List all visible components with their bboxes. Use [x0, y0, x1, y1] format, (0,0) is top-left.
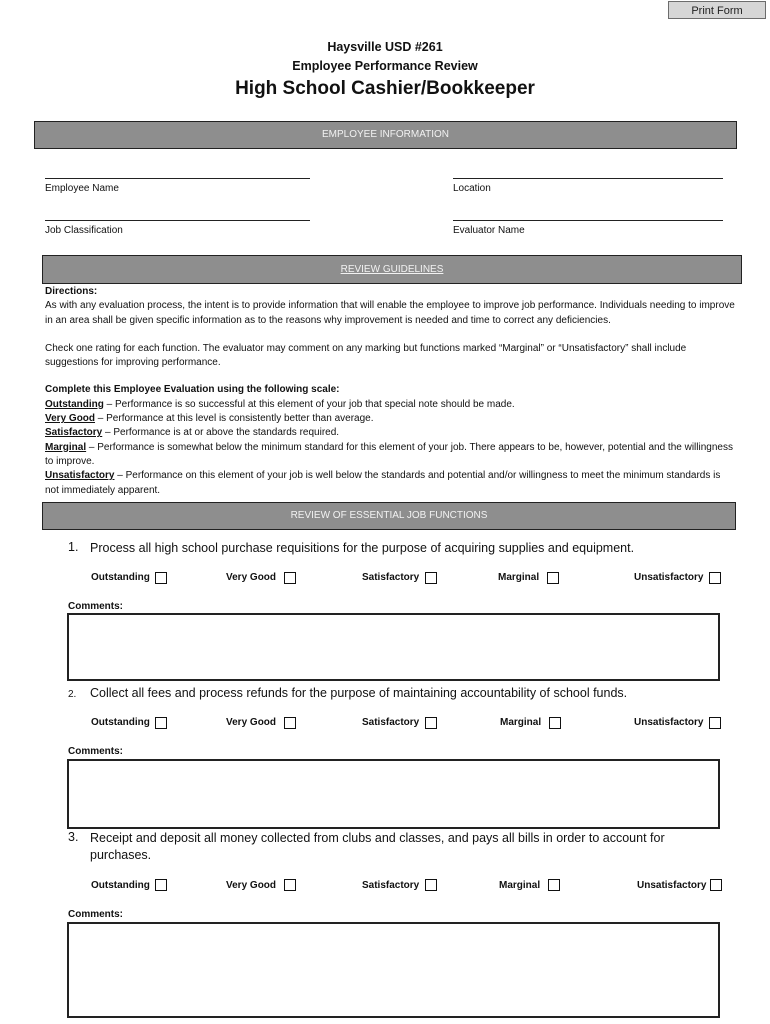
- function-2-comments-label: Comments:: [68, 746, 124, 757]
- rating-unsatisfactory-label: Unsatisfactory: [637, 880, 707, 891]
- function-3-satisfactory-checkbox[interactable]: [425, 879, 437, 891]
- function-1-very-good-checkbox[interactable]: [284, 572, 296, 584]
- function-3-outstanding-checkbox[interactable]: [155, 879, 167, 891]
- rating-very-good-label: Very Good: [226, 572, 277, 583]
- rating-outstanding-label: Outstanding: [91, 717, 150, 728]
- function-3-comments-box[interactable]: [67, 922, 720, 1018]
- evaluator-name-label: Evaluator Name: [453, 225, 525, 236]
- scale-title: Complete this Employee Evaluation using the following scale:: [45, 384, 340, 396]
- evaluator-name-field[interactable]: [453, 220, 723, 221]
- section-essential-job-functions: REVIEW OF ESSENTIAL JOB FUNCTIONS: [42, 502, 736, 530]
- function-1-comments-box[interactable]: [67, 613, 720, 681]
- rating-outstanding-label: Outstanding: [91, 572, 150, 583]
- scale-satisfactory: Satisfactory – Performance is at or above the standards required.: [45, 427, 340, 439]
- function-2-comments-box[interactable]: [67, 759, 720, 829]
- print-form-button[interactable]: Print Form: [668, 1, 766, 19]
- job-classification-field[interactable]: [45, 220, 310, 221]
- section-review-guidelines: REVIEW GUIDELINES: [42, 255, 742, 284]
- function-1-outstanding-checkbox[interactable]: [155, 572, 167, 584]
- rating-very-good-label: Very Good: [226, 717, 277, 728]
- position-title: High School Cashier/Bookkeeper: [235, 78, 535, 99]
- rating-satisfactory-label: Satisfactory: [362, 572, 420, 583]
- function-3-number: 3.: [68, 830, 79, 844]
- scale-unsatisfactory: Unsatisfactory – Performance on this element of your job is well below the standards and potential and/or willingness to meet the minimum standards is not immediately apparent.: [45, 470, 721, 496]
- function-1-marginal-checkbox[interactable]: [547, 572, 559, 584]
- rating-satisfactory-label: Satisfactory: [362, 717, 420, 728]
- function-2-unsatisfactory-checkbox[interactable]: [709, 717, 721, 729]
- function-1-satisfactory-checkbox[interactable]: [425, 572, 437, 584]
- scale-outstanding: Outstanding – Performance is so successful at this element of your job that special note should be made.: [45, 398, 515, 410]
- function-1-text: Process all high school purchase requisitions for the purpose of acquiring supplies and equipment.: [90, 541, 635, 555]
- function-2-text: Collect all fees and process refunds for the purpose of maintaining accountability of school funds.: [90, 686, 628, 700]
- rating-satisfactory-label: Satisfactory: [362, 880, 420, 891]
- location-field[interactable]: [453, 178, 723, 179]
- rating-marginal-label: Marginal: [500, 717, 542, 728]
- function-3-marginal-checkbox[interactable]: [548, 879, 560, 891]
- scale-marginal: Marginal – Performance is somewhat below the minimum standard for this element of your job. There appears to be, however, potential and the willingness to improve.: [45, 441, 733, 467]
- form-title: Employee Performance Review: [292, 59, 478, 73]
- function-1-number: 1.: [68, 540, 79, 554]
- function-2-satisfactory-checkbox[interactable]: [425, 717, 437, 729]
- rating-outstanding-label: Outstanding: [91, 880, 150, 891]
- function-2-marginal-checkbox[interactable]: [549, 717, 561, 729]
- employee-name-field[interactable]: [45, 178, 310, 179]
- function-3-unsatisfactory-checkbox[interactable]: [710, 879, 722, 891]
- rating-unsatisfactory-label: Unsatisfactory: [634, 572, 704, 583]
- function-2-very-good-checkbox[interactable]: [284, 717, 296, 729]
- rating-marginal-label: Marginal: [499, 880, 541, 891]
- scale-very-good: Very Good – Performance at this level is consistently better than average.: [45, 413, 374, 425]
- directions-paragraph-2: Check one rating for each function. The evaluator may comment on any marking but functions marked “Marginal” or “Unsatisfactory” shall include suggestions for improving performance.: [45, 342, 687, 369]
- rating-very-good-label: Very Good: [226, 880, 277, 891]
- function-2-outstanding-checkbox[interactable]: [155, 717, 167, 729]
- section-employee-information: EMPLOYEE INFORMATION: [34, 121, 737, 149]
- employee-name-label: Employee Name: [45, 183, 119, 194]
- directions-title: Directions:: [45, 286, 98, 297]
- directions-paragraph-1: As with any evaluation process, the intent is to provide information that will enable the employee to improve job performance. Individuals needing to improve in an area shall be given specific information as to the reasons why improvement is needed and time to correct any deficiencies.: [45, 300, 735, 326]
- function-2-number: 2.: [68, 689, 77, 700]
- rating-marginal-label: Marginal: [498, 572, 540, 583]
- function-3-comments-label: Comments:: [68, 909, 124, 920]
- job-classification-label: Job Classification: [45, 225, 123, 236]
- district-name: Haysville USD #261: [327, 40, 443, 54]
- function-3-very-good-checkbox[interactable]: [284, 879, 296, 891]
- function-1-comments-label: Comments:: [68, 601, 124, 612]
- directions-block: [45, 285, 735, 498]
- rating-unsatisfactory-label: Unsatisfactory: [634, 717, 704, 728]
- location-label: Location: [453, 183, 491, 194]
- function-1-unsatisfactory-checkbox[interactable]: [709, 572, 721, 584]
- function-3-text: Receipt and deposit all money collected from clubs and classes, and pays all bills in order to account for purchases.: [90, 831, 665, 862]
